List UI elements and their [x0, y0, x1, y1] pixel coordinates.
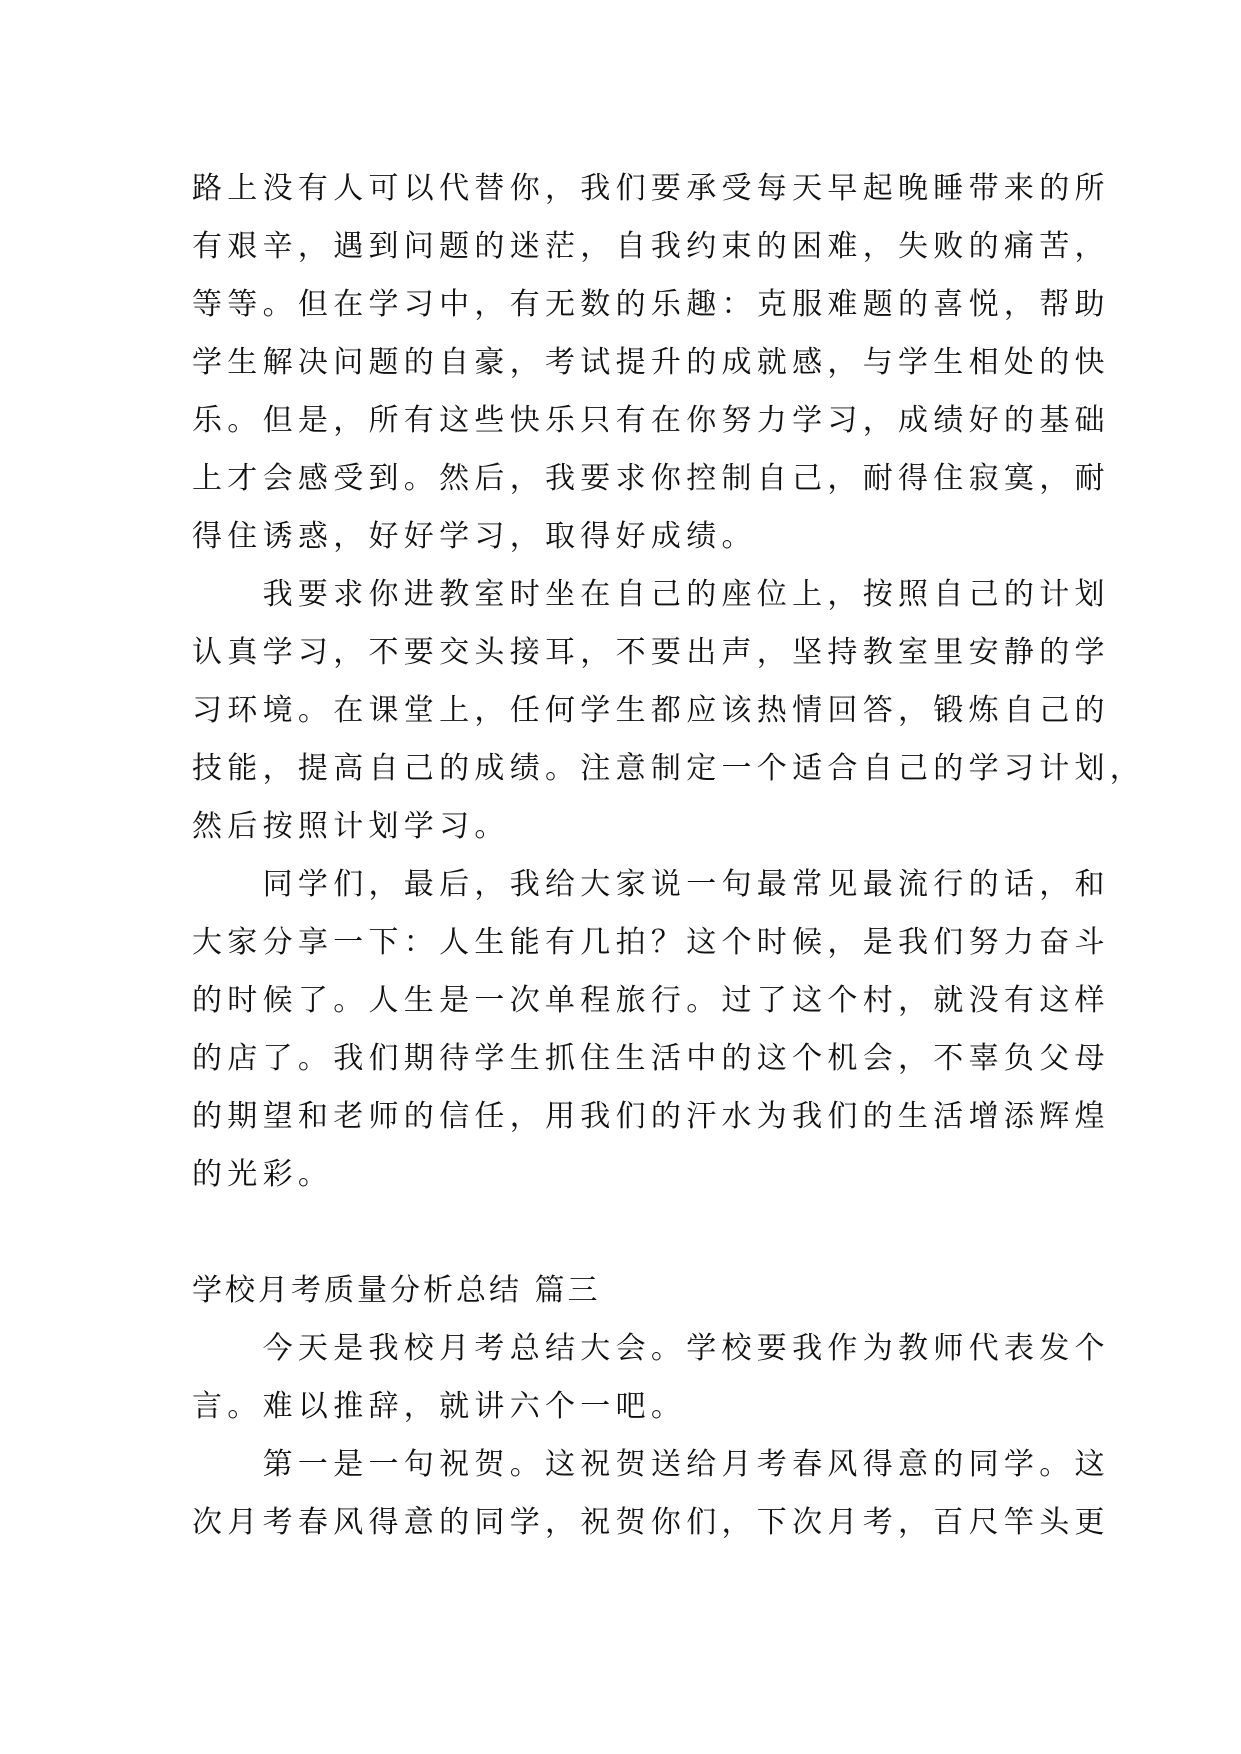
document-body — [192, 160, 1146, 1552]
text-line: 的店了。我们期待学生抓住生活中的这个机会，不辜负父母 — [192, 1041, 1110, 1076]
text-line: 习环境。在课堂上，任何学生都应该热情回答，锻炼自己的 — [192, 693, 1110, 728]
text-line: 上才会感受到。然后，我要求你控制自己，耐得住寂寞，耐 — [192, 461, 1110, 496]
text-line: 第一是一句祝贺。这祝贺送给月考春风得意的同学。这 — [192, 1447, 1110, 1482]
blank-line — [192, 1204, 1062, 1262]
text-line: 然后按照计划学习。 — [192, 809, 510, 844]
text-line: 得住诱惑，好好学习，取得好成绩。 — [192, 519, 757, 554]
text-line: 学生解决问题的自豪，考试提升的成就感，与学生相处的快 — [192, 345, 1110, 380]
text-line: 言。难以推辞，就讲六个一吧。 — [192, 1389, 687, 1424]
paragraph-1 — [192, 160, 1110, 566]
paragraph-3 — [192, 856, 1110, 1204]
text-line: 我要求你进教室时坐在自己的座位上，按照自己的计划 — [192, 577, 1110, 612]
text-line: 的光彩。 — [192, 1157, 334, 1192]
paragraph-2 — [192, 566, 1146, 856]
text-line: 同学们，最后，我给大家说一句最常见最流行的话，和 — [192, 867, 1110, 902]
section-heading: 学校月考质量分析总结 篇三 — [192, 1273, 601, 1308]
text-line: 乐。但是，所有这些快乐只有在你努力学习，成绩好的基础 — [192, 403, 1110, 438]
text-line: 的期望和老师的信任，用我们的汗水为我们的生活增添辉煌 — [192, 1099, 1110, 1134]
paragraph-4 — [192, 1320, 1110, 1436]
text-line: 今天是我校月考总结大会。学校要我作为教师代表发个 — [192, 1331, 1110, 1366]
text-line: 大家分享一下：人生能有几拍？这个时候，是我们努力奋斗 — [192, 925, 1110, 960]
text-line: 的时候了。人生是一次单程旅行。过了这个村，就没有这样 — [192, 983, 1110, 1018]
text-line: 等等。但在学习中，有无数的乐趣：克服难题的喜悦，帮助 — [192, 287, 1110, 322]
paragraph-5 — [192, 1436, 1110, 1552]
text-line: 次月考春风得意的同学，祝贺你们，下次月考，百尺竿头更 — [192, 1505, 1110, 1540]
text-line: 路上没有人可以代替你，我们要承受每天早起晚睡带来的所 — [192, 171, 1110, 206]
text-line: 认真学习，不要交头接耳，不要出声，坚持教室里安静的学 — [192, 635, 1110, 670]
text-line: 有艰辛，遇到问题的迷茫，自我约束的困难，失败的痛苦， — [192, 229, 1110, 264]
text-line: 技能，提高自己的成绩。注意制定一个适合自己的学习计划， — [192, 751, 1146, 786]
